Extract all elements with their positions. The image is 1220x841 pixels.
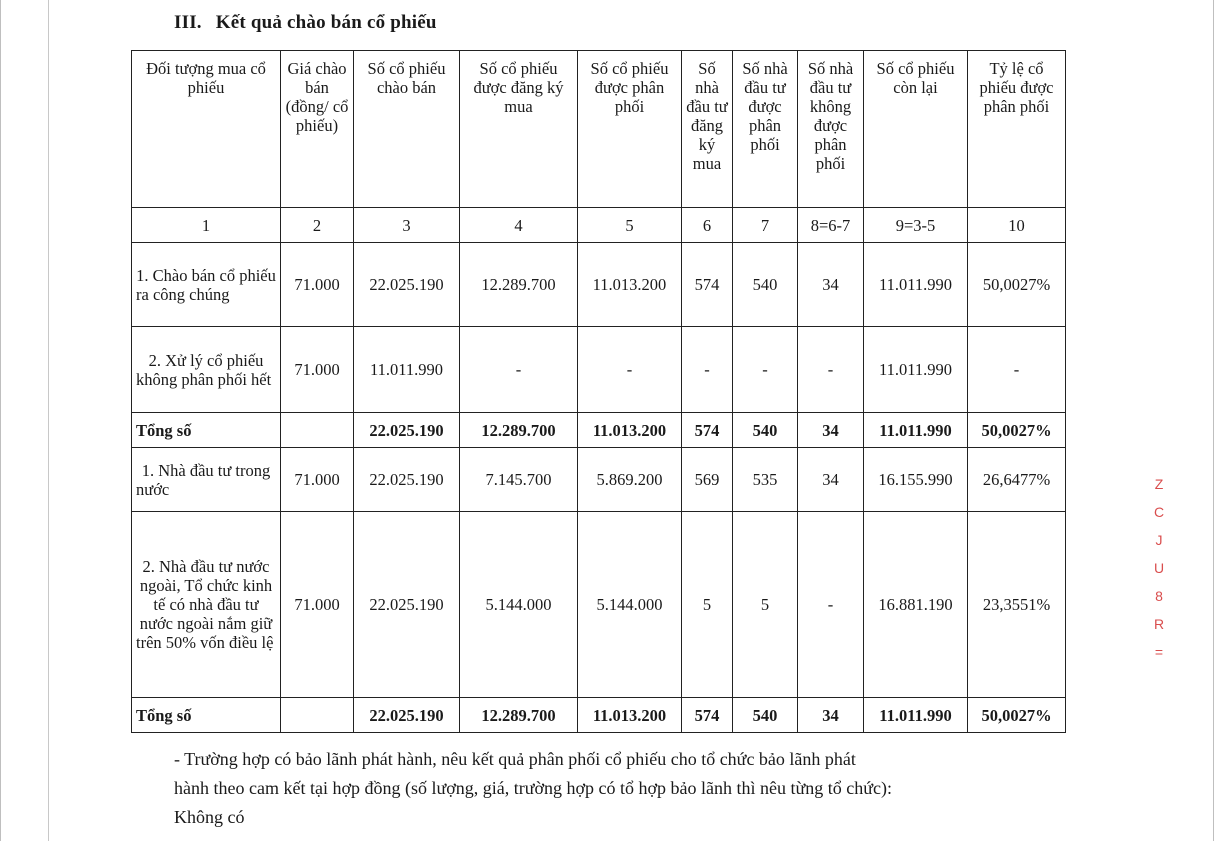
shares-distributed: 5.869.200	[578, 448, 682, 512]
shares-distributed: 5.144.000	[578, 512, 682, 698]
offer-price	[281, 698, 354, 733]
offer-price: 71.000	[281, 327, 354, 413]
row-label: 1. Chào bán cổ phiếu ra công chúng	[132, 243, 281, 327]
investors-not-distributed: 34	[798, 243, 864, 327]
stamp-mark: C	[1153, 504, 1165, 520]
column-number: 3	[354, 208, 460, 243]
distribution-ratio: -	[968, 327, 1066, 413]
investors-distributed: -	[733, 327, 798, 413]
investors-distributed: 540	[733, 698, 798, 733]
offer-price: 71.000	[281, 512, 354, 698]
column-number: 2	[281, 208, 354, 243]
investors-not-distributed: -	[798, 512, 864, 698]
investors-registered: 569	[682, 448, 733, 512]
shares-registered: 12.289.700	[460, 413, 578, 448]
underwriting-note	[174, 745, 1054, 832]
left-margin-rule	[48, 0, 49, 841]
header-cell: Số nhà đầu tư đăng ký mua	[682, 51, 733, 208]
column-number: 1	[132, 208, 281, 243]
header-cell: Số cổ phiếu được đăng ký mua	[460, 51, 578, 208]
row-label: 2. Xử lý cổ phiếu không phân phối hết	[132, 327, 281, 413]
shares-remaining: 11.011.990	[864, 243, 968, 327]
investors-distributed: 5	[733, 512, 798, 698]
investors-not-distributed: -	[798, 327, 864, 413]
investors-not-distributed: 34	[798, 413, 864, 448]
note-line: hành theo cam kết tại hợp đồng (số lượng, giá, trường hợp có tổ hợp bảo lãnh thì nêu từng tổ chức):	[174, 778, 892, 798]
column-number: 5	[578, 208, 682, 243]
column-number-row	[132, 208, 1066, 243]
total-row	[132, 698, 1066, 733]
stamp-mark: =	[1154, 644, 1164, 660]
shares-remaining: 11.011.990	[864, 413, 968, 448]
row-label: 2. Nhà đầu tư nước ngoài, Tổ chức kinh tế có nhà đầu tư nước ngoài nắm giữ trên 50% vốn điều lệ	[132, 512, 281, 698]
shares-offered: 22.025.190	[354, 698, 460, 733]
shares-distributed: -	[578, 327, 682, 413]
header-cell: Tỷ lệ cổ phiếu được phân phối	[968, 51, 1066, 208]
header-cell: Giá chào bán (đồng/ cổ phiếu)	[281, 51, 354, 208]
row-label: Tổng số	[132, 413, 281, 448]
shares-remaining: 16.155.990	[864, 448, 968, 512]
note-answer: Không có	[174, 807, 245, 827]
investors-distributed: 540	[733, 243, 798, 327]
investors-not-distributed: 34	[798, 698, 864, 733]
table-row	[132, 327, 1066, 413]
column-number: 9=3-5	[864, 208, 968, 243]
investors-registered: 574	[682, 698, 733, 733]
shares-registered: 12.289.700	[460, 698, 578, 733]
investors-registered: -	[682, 327, 733, 413]
shares-registered: 12.289.700	[460, 243, 578, 327]
header-cell: Số nhà đầu tư được phân phối	[733, 51, 798, 208]
shares-registered: 5.144.000	[460, 512, 578, 698]
distribution-ratio: 50,0027%	[968, 243, 1066, 327]
offering-results-table	[131, 50, 1066, 733]
shares-offered: 22.025.190	[354, 413, 460, 448]
shares-remaining: 16.881.190	[864, 512, 968, 698]
table-row	[132, 243, 1066, 327]
shares-remaining: 11.011.990	[864, 327, 968, 413]
offer-price: 71.000	[281, 448, 354, 512]
header-cell: Đối tượng mua cổ phiếu	[132, 51, 281, 208]
investors-not-distributed: 34	[798, 448, 864, 512]
shares-distributed: 11.013.200	[578, 698, 682, 733]
header-cell: Số cổ phiếu được phân phối	[578, 51, 682, 208]
stamp-mark: Z	[1154, 476, 1164, 492]
stamp-mark: U	[1153, 560, 1165, 576]
distribution-ratio: 50,0027%	[968, 698, 1066, 733]
section-heading: Kết quả chào bán cổ phiếu	[215, 12, 437, 33]
stamp-mark: 8	[1155, 588, 1163, 604]
offer-price: 71.000	[281, 243, 354, 327]
shares-offered: 22.025.190	[354, 512, 460, 698]
header-cell: Số nhà đầu tư không được phân phối	[798, 51, 864, 208]
table-header-row	[132, 51, 1066, 208]
offer-price	[281, 413, 354, 448]
shares-distributed: 11.013.200	[578, 243, 682, 327]
stamp-mark: J	[1155, 532, 1163, 548]
investors-distributed: 540	[733, 413, 798, 448]
distribution-ratio: 26,6477%	[968, 448, 1066, 512]
column-number: 8=6-7	[798, 208, 864, 243]
table-row	[132, 512, 1066, 698]
row-label: 1. Nhà đầu tư trong nước	[132, 448, 281, 512]
shares-registered: -	[460, 327, 578, 413]
row-label: Tổng số	[132, 698, 281, 733]
stamp-fragment	[1151, 470, 1167, 666]
shares-offered: 11.011.990	[354, 327, 460, 413]
column-number: 4	[460, 208, 578, 243]
column-number: 7	[733, 208, 798, 243]
section-number: III.	[174, 12, 202, 33]
header-cell: Số cổ phiếu chào bán	[354, 51, 460, 208]
shares-offered: 22.025.190	[354, 448, 460, 512]
distribution-ratio: 23,3551%	[968, 512, 1066, 698]
investors-registered: 5	[682, 512, 733, 698]
header-cell: Số cổ phiếu còn lại	[864, 51, 968, 208]
investors-distributed: 535	[733, 448, 798, 512]
table-row	[132, 448, 1066, 512]
investors-registered: 574	[682, 413, 733, 448]
shares-offered: 22.025.190	[354, 243, 460, 327]
stamp-mark: R	[1153, 616, 1165, 632]
total-row	[132, 413, 1066, 448]
shares-remaining: 11.011.990	[864, 698, 968, 733]
note-line: - Trường hợp có bảo lãnh phát hành, nêu kết quả phân phối cổ phiếu cho tổ chức bảo lãnh phát	[174, 749, 856, 769]
column-number: 10	[968, 208, 1066, 243]
distribution-ratio: 50,0027%	[968, 413, 1066, 448]
section-title	[174, 12, 437, 34]
shares-distributed: 11.013.200	[578, 413, 682, 448]
shares-registered: 7.145.700	[460, 448, 578, 512]
column-number: 6	[682, 208, 733, 243]
investors-registered: 574	[682, 243, 733, 327]
